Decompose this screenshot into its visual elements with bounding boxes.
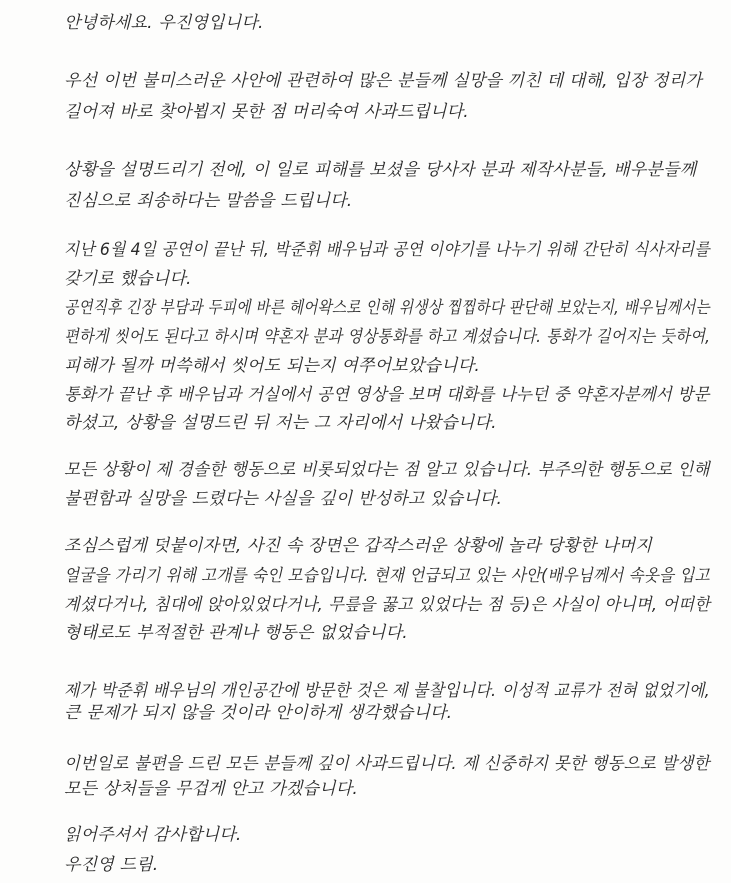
paragraph-3-line-6: 통화가 끝난 후 배우님과 거실에서 공연 영상을 보며 대화를 나누던 중 약혼자분께서 방문 [64, 385, 710, 405]
paragraph-7-line-1: 이번일로 불편을 드린 모든 분들께 깊이 사과드립니다. 제 신중하지 못한 행동으로 발생한 [64, 754, 710, 774]
paragraph-6-line-1: 제가 박준휘 배우님의 개인공간에 방문한 것은 제 불찰입니다. 이성적 교류가 전혀 없었기에, [64, 681, 710, 701]
paragraph-3-line-4: 편하게 씻어도 된다고 하시며 약혼자 분과 영상통화를 하고 계셨습니다. 통화가 길어지는 듯하여, [64, 327, 711, 347]
letter-closing: 읽어주셔서 감사합니다. [64, 825, 242, 845]
paragraph-3-line-2: 갖기로 했습니다. [64, 269, 192, 289]
paragraph-3-line-1: 지난 6월 4일 공연이 끝난 뒤, 박준휘 배우님과 공연 이야기를 나누기 위해 간단히 식사자리를 [64, 240, 710, 260]
paragraph-4-line-2: 불편함과 실망을 드렸다는 사실을 깊이 반성하고 있습니다. [64, 489, 503, 509]
paragraph-2-line-1: 상황을 설명드리기 전에, 이 일로 피해를 보셨을 당사자 분과 제작사분들, 배우분들께 [64, 160, 697, 180]
paragraph-6-line-2: 큰 문제가 되지 않을 것이라 안이하게 생각했습니다. [64, 703, 453, 723]
letter-greeting: 안녕하세요. 우진영입니다. [64, 13, 264, 33]
paragraph-5-line-1: 조심스럽게 덧붙이자면, 사진 속 장면은 갑작스러운 상황에 놀라 당황한 나머지 [64, 536, 652, 556]
paragraph-3-line-3: 공연직후 긴장 부담과 두피에 바른 헤어왁스로 인해 위생상 찝찝하다 판단해 보았는지, 배우님께서는 [64, 298, 710, 318]
paragraph-3-line-7: 하셨고, 상황을 설명드린 뒤 저는 그 자리에서 나왔습니다. [64, 413, 497, 433]
letter-signature: 우진영 드림. [64, 855, 159, 875]
paragraph-5-line-3: 계셨다거나, 침대에 앉아있었다거나, 무릎을 꿇고 있었다는 점 등)은 사실이 아니며, 어떠한 [64, 595, 711, 615]
paragraph-5-line-2: 얼굴을 가리기 위해 고개를 숙인 모습입니다. 현재 언급되고 있는 사안(배우님께서 속옷을 입고 [64, 566, 710, 586]
paragraph-1-line-1: 우선 이번 불미스러운 사안에 관련하여 많은 분들께 실망을 끼친 데 대해, 입장 정리가 [64, 71, 702, 91]
paragraph-1-line-2: 길어져 바로 찾아뵙지 못한 점 머리숙여 사과드립니다. [64, 102, 469, 122]
paragraph-7-line-2: 모든 상처들을 무겁게 안고 가겠습니다. [64, 779, 358, 799]
paragraph-5-line-4: 형태로도 부적절한 관계나 행동은 없었습니다. [64, 623, 408, 643]
paragraph-4-line-1: 모든 상황이 제 경솔한 행동으로 비롯되었다는 점 알고 있습니다. 부주의한 행동으로 인해 [64, 460, 710, 480]
paragraph-2-line-2: 진심으로 죄송하다는 말씀을 드립니다. [64, 191, 353, 211]
paragraph-3-line-5: 피해가 될까 머쓱해서 씻어도 되는지 여쭈어보았습니다. [64, 356, 480, 376]
